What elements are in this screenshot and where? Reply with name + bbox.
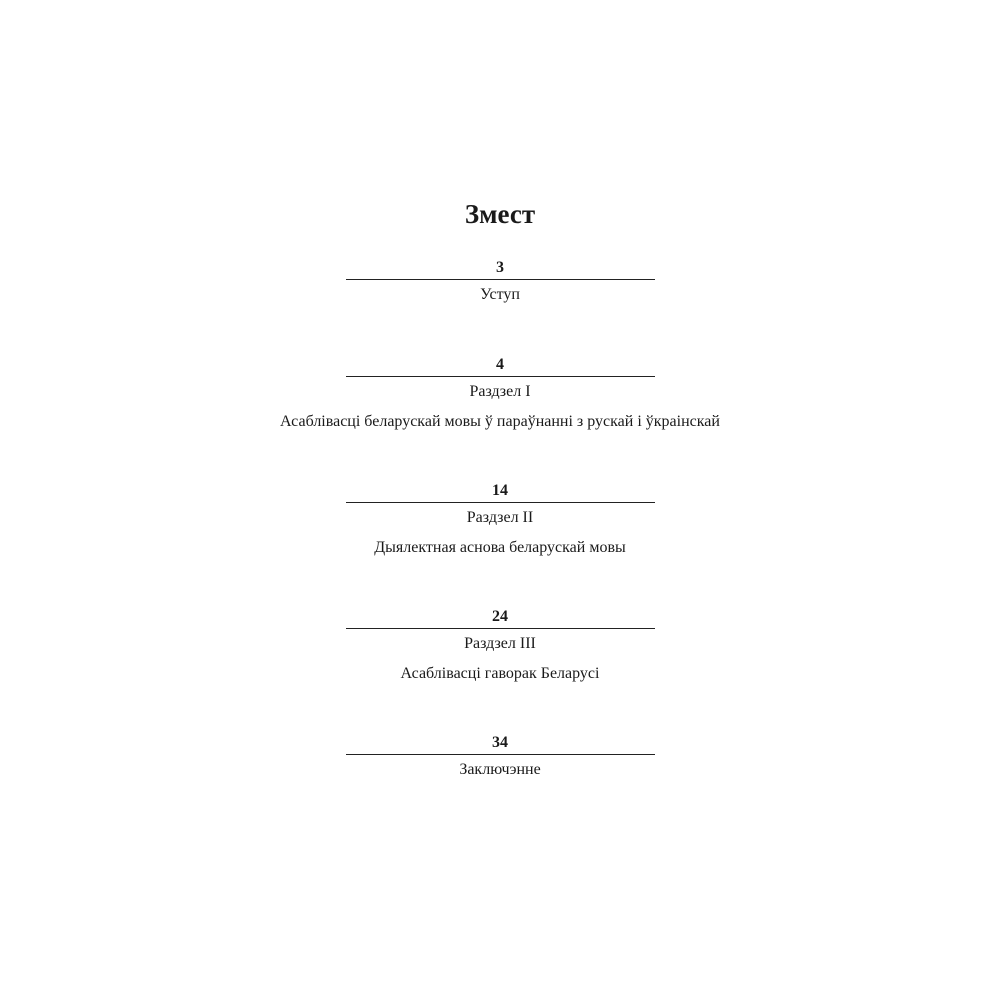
toc-divider xyxy=(346,376,655,377)
toc-entry[interactable] xyxy=(0,355,1000,432)
toc-section-label: Уступ xyxy=(480,286,520,303)
toc-section-label: Раздзел II xyxy=(466,509,534,526)
toc-section-title: Асаблівасці гаворак Беларусі xyxy=(400,665,600,682)
toc-page-number: 3 xyxy=(496,259,504,276)
page-title: Змест xyxy=(464,199,536,229)
toc-page-number: 4 xyxy=(496,356,504,373)
toc-entry[interactable] xyxy=(0,481,1000,558)
toc-page-number: 24 xyxy=(492,608,508,625)
toc-entry[interactable] xyxy=(0,258,1000,305)
toc-section-label: Раздзел III xyxy=(464,635,536,652)
toc-entry[interactable] xyxy=(0,733,1000,780)
toc-divider xyxy=(346,754,655,755)
toc-divider xyxy=(346,279,655,280)
toc-divider xyxy=(346,502,655,503)
toc-page-number: 14 xyxy=(492,482,508,499)
toc-entry[interactable] xyxy=(0,607,1000,684)
toc-section-title: Дыялектная аснова беларускай мовы xyxy=(374,539,626,556)
toc-divider xyxy=(346,628,655,629)
toc-page-number: 34 xyxy=(492,734,508,751)
toc-section-label: Заключэнне xyxy=(459,761,541,778)
toc-section-title: Асаблівасці беларускай мовы ў параўнанні з рускай і ўкраінскай xyxy=(280,413,720,430)
toc-section-label: Раздзел I xyxy=(469,383,531,400)
